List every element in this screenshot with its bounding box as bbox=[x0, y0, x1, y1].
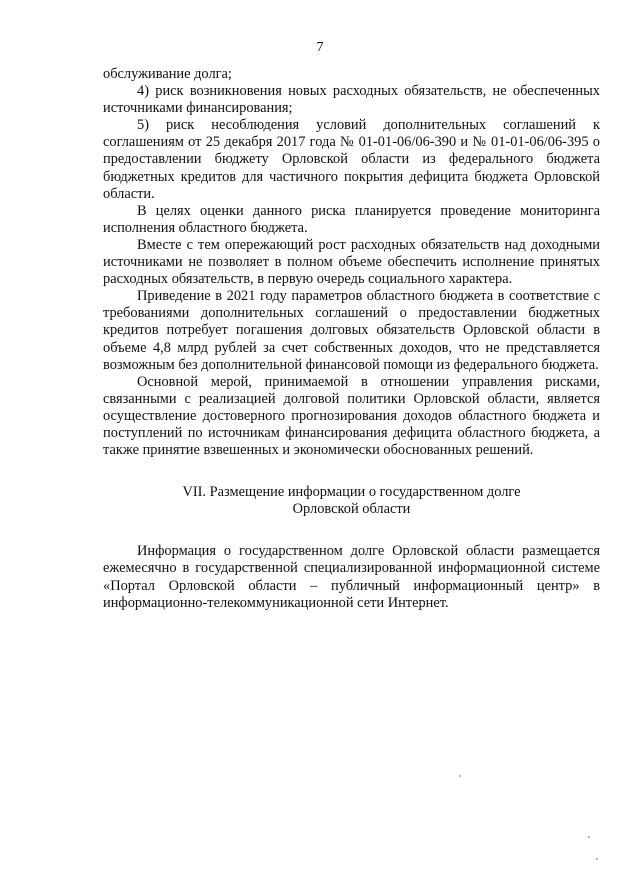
section-heading-line-2: Орловской области bbox=[292, 501, 411, 518]
paragraph-monitoring: В целях оценки данного риска планируется проведение мониторинга исполнения областного бюджета. bbox=[103, 202, 600, 236]
paragraph-continuation: обслуживание долга; bbox=[103, 66, 232, 82]
paragraph-growth: Вместе с тем опережающий рост расходных обязательств над доходными источниками не позволяет в полном объеме обеспечить исполнение принятых расходных обязательств, в первую очередь социального характера. bbox=[103, 236, 600, 288]
paragraph-section-info: Информация о государственном долге Орловской области размещается ежемесячно в государственной специализированной информационной системе «Портал Орловской области – публичный информационный центр» в информационно-телекоммуникационной сети Интернет. bbox=[103, 543, 600, 611]
page-number: 7 bbox=[316, 40, 324, 55]
paragraph-2021: Приведение в 2021 году параметров областного бюджета в соответствие с требованиями дополнительных соглашений о предоставлении бюджетных кредитов потребует погашения долговых обязательств Орловской области в объеме 4,8 млрд рублей за счет собственных доходов, что не представляется возможным без дополнительной финансовой помощи из федерального бюджета. bbox=[103, 288, 600, 373]
paragraph-risk-4: 4) риск возникновения новых расходных обязательств, не обеспеченных источниками финансирования; bbox=[103, 83, 600, 117]
section-heading-line-1: VII. Размещение информации о государственном долге bbox=[182, 484, 521, 501]
scan-speck bbox=[459, 775, 461, 777]
scan-speck bbox=[596, 858, 598, 860]
section-heading bbox=[103, 484, 600, 518]
paragraph-main-measure: Основной мерой, принимаемой в отношении управления рисками, связанными с реализацией долговой политики Орловской области, является осуществление достоверного прогнозирования доходов областного бюджета и поступлений по источникам финансирования дефицита областного бюджета, а также принятие взвешенных и экономически обоснованных решений. bbox=[103, 373, 600, 459]
document-body bbox=[103, 66, 600, 612]
paragraph-risk-5: 5) риск несоблюдения условий дополнительных соглашений к соглашениям от 25 декабря 2017 года № 01-01-06/06-390 и № 01-01-06/06-395 о предоставлении бюджету Орловской области из федерального бюджета бюджетных кредитов для частичного покрытия дефицита бюджета Орловской области. bbox=[103, 117, 600, 202]
scan-speck bbox=[588, 836, 590, 838]
